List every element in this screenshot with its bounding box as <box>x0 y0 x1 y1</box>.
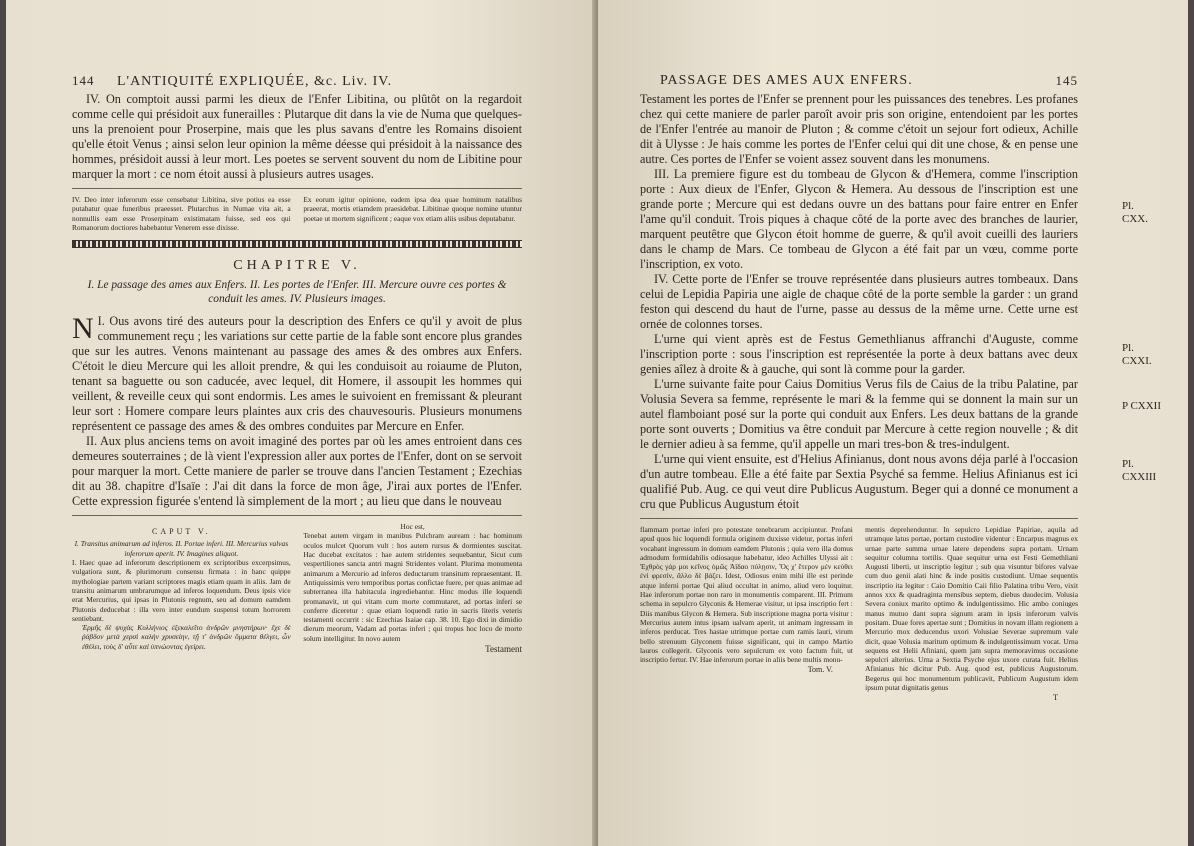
latin-col-right: mentis deprehenduntur. In sepulcro Lepidiae Papiriae, aquila ad utramque latus portae, portam custodire videntur : Encarpus magnus ex urnae parte summa urnae latere dependens supra portam. Urnam sequitur columna tortilis. Quae sequitur urna est Festi Gemethliani Augusti liberti, ut inscriptio legitur ; sub qua visuntur bifores valvae cum duo genii alati hinc & inde positis custodiunt. Urnae sequentis inscriptio ita legitur : Caio Domitio Caii filio Palatina tribu Vero, vixit annos xxx & quadraginta mensibus septem, diebus duodecim. Volusia Severa coniux marito optimo & indulgentissimo. Hic ambo coniuges manus mutuo dant supra signum aram in ipsis inferorum valvis positam. Duae fores apertae sunt ; Domitius in novam illam regionem a Mercurio mox deducendus uxori Volusiae Severae supremum vale dicit, quae Volusia maritum optimum & indulgentissimum vocat. Urna sequens est Helii Afiniani, quem jam supra memoravimus occasione sepulcri alterius. Urna a Sextia Psyche ejus uxore curata fuit. Helius Afinianus hic dicitur Pub. Aug. quod est, publicus Augustorum. Begerus qui hoc monumentum publicavit, Publicum Augustum idem ipsum putat dignitatis genus <box>865 525 1078 693</box>
signature-mark: T <box>1053 693 1058 703</box>
caput-summary: I. Transitus animarum ad inferos. II. Portae inferi. III. Mercurius valvas inferorum aperit. IV. Imagines aliquot. <box>74 539 289 558</box>
paragraph-vii: L'urne qui vient ensuite, est d'Helius Afinianus, dont nous avons déja parlé à l'occasion d'un autre tombeau. Elle a été faite par Sextia Psyché sa femme. Helius Afinianus est ici qualifié Pub. Aug. ce qui veut dire Publicus Augustum. Beger qui a donné ce monument a cru que Publicus Augustum étoit <box>640 452 1078 511</box>
top-text: Testament les portes de l'Enfer se prennent pour les puissances des tenebres. Les profanes chez qui cette maniere de parler paroît avoir pris son origine, entendoient par les portes de l'Enfer l'entrée au manoir de Pluton ; & comme c'étoit un sejour fort odieux, Achille dit à Ulysse : Je hais comme les portes de l'Enfer celui qui dit une chose, & en pense une autre. Ces portes de l'Enfer se voient assez souvent dans les monumens. <box>640 92 1078 166</box>
latin-col-left: I. Haec quae ad inferorum descriptionem ex scriptoribus excerpsimus, vulgatiora sunt, & plurimorum consensu firmata : in hanc quippe mythologiae partem variant scriptores magis etiam quam in aliis. Jam de transitu animarum umbrarumque ad inferos loquendum. Deus ipsis vice erat Mercurius, qui ipsas in Plutonis regnum, seu ad domum eamdem Plutonis deducebat : illa vero inter eundum suspensi totum horrorem sentiebant. <box>72 558 291 623</box>
running-title: PASSAGE DES AMES AUX ENFERS. <box>660 73 913 88</box>
paragraph-iv: IV. Cette porte de l'Enfer se trouve représentée dans plusieurs autres tombeaux. Dans celui de Lepidia Papiria une aigle de chaque côté de la porte semble la garder : un grand feston qui descend du haut de l'urne, passe au dessus de la même urne. Cette urne est ornée de colonnes torses. <box>640 272 1078 331</box>
catchword: Testament <box>485 644 522 655</box>
ornamental-band <box>72 240 522 248</box>
latin-note <box>72 195 522 232</box>
section-iv: IV. On comptoit aussi parmi les dieux de l'Enfer Libitina, ou plûtôt on la regardoit comme celle qui présidoit aux funerailles : Plutarque dit dans la vie de Numa que quelques-uns la prenoient pour Proserpine, mais que les plus savans d'entre les Romains disoient qu'elle étoit Venus ; ainsi selon leur opinion la même déesse qui présidoit à la naissance des hommes, présidoit aussi à leur mort. Les poetes se servent souvent du nom de Libitine pour marquer la mort : ce nom étoit aussi à plusieurs autres usages. <box>72 92 522 181</box>
latin-note-left: IV. Deo inter inferorum esse censebatur Libitina, sive potius ea esse putabatur quae funeribus praeesset. Plutarchus in Numae vita ait, a nonnullis eam esse Proserpinam existimatam fuisse, sed eos qui Romanorum doctiores habebantur Venerem esse dixisse. <box>72 195 291 232</box>
drop-capital: N <box>72 312 94 346</box>
left-page <box>6 0 598 846</box>
chapter-summary: I. Le passage des ames aux Enfers. II. Les portes de l'Enfer. III. Mercure ouvre ces portes & conduit les ames. IV. Plusieurs images. <box>87 279 507 306</box>
divider <box>72 515 522 516</box>
caput-heading: CAPUT V. <box>152 527 211 537</box>
margin-note-plate-cxxiii: Pl. CXXIII <box>1122 458 1157 483</box>
page-number: 145 <box>1055 73 1078 88</box>
paragraph-vi: L'urne suivante faite pour Caius Domitius Verus fils de Caius de la tribu Palatine, par Volusia Severa sa femme, représente le mari & la femme qui se donnent la main sur un autel flamboiant posé sur la porte qui conduit aux Enfers. Les deux battans de la grande porte sont ouverts ; Domitius va être conduit par Mercure à cette region nouvelle ; & dit le dernier adieu à sa femme, qu'il appelle un mari tres-bon & tres-indulgent. <box>640 377 1078 451</box>
latin-note-right: Ex eorum igitur opinione, eadem ipsa dea quae hominum natalibus praeerat, mortis etiamdem praesidebat. Libitinae quoque nomine utuntur poetae ut mortem significent ; eaque vox etiam aliis usibus deputabatur. <box>303 195 522 223</box>
right-page <box>598 0 1188 846</box>
latin-col-right: Tenebat autem virgam in manibus Pulchram auream : hac hominum oculos mulcet Quorum vult : hos autem rursus & dormientes suscitat. Hac ducebat excitatos : hae autem stridentes sequebantur, Sicut cum vespertiliones sancta antri magni Stridentes volant. Plurima monumenta animarum a Mercurio ad inferos deductarum transitum repraesentant. II. Antiquissimis vero temporibus portas confictae fuere, per quas animae ad subterranea illa habitacula ingrediebantur. Hinc modus ille loquendi promanavit, ut qui vitam cum morte commutaret, ad portas inferi se conferre diceretur : quae etiam loquendi ratio in sacris literis veteris testamenti occurrit : sic Ezechias Isaiae cap. 38. 10. Ego dixi in dimidio dierum meorum, Vadam ad portas inferi ; qui tropus hoc loco de morte solum intelligitur. In novo autem <box>303 531 522 643</box>
margin-note-plate-cxxii: P CXXII <box>1122 400 1162 412</box>
page-number: 144 <box>72 73 95 88</box>
margin-note-plate-cxxi: Pl. CXXI. <box>1122 342 1152 367</box>
latin-col-right-head: Hoc est, <box>400 522 425 532</box>
running-title: L'ANTIQUITÉ EXPLIQUÉE, &c. Liv. IV. <box>117 74 393 89</box>
paragraph-ii: II. Aux plus anciens tems on avoit imaginé des portes par où les ames entroient dans ces demeures souterraines ; de là vient l'expression aller aux portes de l'Enfer, dont on se servoit pour marquer la mort. Cette maniere de parler se trouve dans l'ancien Testament ; Ezechias dit au 38. chapitre d'Isaïe : J'ai dit dans la force de mon âge, J'irai aux portes de l'Enfer. Cette expression figurée s'entend là simplement de la mort ; au lieu que dans le nouveau <box>72 434 522 509</box>
divider <box>640 518 1078 519</box>
paragraph-i: I. Ous avons tiré des auteurs pour la description des Enfers ce qu'il y avoit de plus communement reçu ; les variations sur cette partie de la fable sont encore plus grandes que sur les autres. Venons maintenant au passage des ames & des ombres aux Enfers. C'étoit le dieu Mercure qui les alloit prendre, & qui les conduisoit au roiaume de Pluton, tenant sa baguette ou son caducée, avec lequel, dit Homere, il assoupit les hommes qui veillent, & reveille ceux qui sont endormis. Les ames le suivoient en fremissant & pleurant leur sort : Homere compare leurs plaintes aux cris des chauvesouris. Plusieurs monumens représentent ce passage des ames & des ombres conduites par Mercure en Enfer. <box>72 314 522 434</box>
latin-col-left: flammam portae inferi pro potestate tenebrarum accipiuntur. Profani apud quos hic loquendi formula originem duxisse videtur, portas inferi vocabant ingressum in domum eamdem Plutonis ; quia vero illa domus admodum formidabilis odiosaque habebatur, ideo Achilles Ulyssi ait : Ἐχθρὸς γάρ μοι κεῖνος ὁμῶς Ἀΐδαο πύλῃσιν, Ὅς χ' ἕτερον μὲν κεύθει ἐνὶ φρεσίν, ἄλλο δὲ βάζει. Idest, Odiosus enim mihi ille est perinde atque inferni portae Qui aliud occultat in animo, aliud vero loquitur. Hae inferorum portae non raro in monumentis comparent. III. Primum schema in sepulcro Glyconis & Hemerae visitur, ut ipsa inscriptio fert : Diis manibus Glycon & Hemera. Sub inscriptione magna porta visitur : Mercurius autem intus ipsam ualvam aperit, ut animam ingressam in inferos perducat. Tres hastae utrimque portae cum ramis lauri, virum bello strenuum Glyconem fuisse significant, qui in campo Martio lauros collegerit. Glyconis vero sepulcrum ex voto factum fuit, ut inscriptio fertur. IV. Hae inferorum portae in aliis bene multis monu- <box>640 525 853 665</box>
paragraph-v: L'urne qui vient après est de Festus Gemethlianus affranchi d'Auguste, comme l'inscription porte : sous l'inscription est représentée la porte à deux battans avec deux genies aîlez à droite & à gauche, qui sont là comme pour la garder. <box>640 332 1078 376</box>
right-running-head <box>640 73 1078 89</box>
divider <box>72 188 522 189</box>
latin-translation <box>72 522 522 654</box>
chapter-heading: CHAPITRE V. <box>233 258 361 274</box>
greek-quotation: Ἑρμῆς δὲ ψυχὰς Κυλλήνιος ἐξεκαλεῖτο ἀνδρῶν μνηστήρων· ἔχε δὲ ῥάβδον μετὰ χερσὶ καλὴν χρυσείην, τῇ τ' ἀνδρῶν ὄμματα θέλγει, ὧν ἐθέλει, τοὺς δ' αὖτε καὶ ὑπνώοντας ἐγείρει. <box>82 623 291 651</box>
margin-note-plate-cxx: Pl. CXX. <box>1122 200 1148 225</box>
volume-signature: Tom. V. <box>807 665 833 675</box>
latin-translation <box>640 525 1078 703</box>
paragraph-iii: III. La premiere figure est du tombeau de Glycon & d'Hemera, comme l'inscription porte : Aux dieux de l'Enfer, Glycon & Hemera. Au dessous de l'inscription est une grande porte ; Mercure qui est dedans ouvre un des battans pour faire entrer en Enfer l'ame qu'il conduit. Trois piques à chaque côté de la porte avec des branches de laurier, marquent peutêtre que Glycon étoit homme de guerre, & qu'il avoit cueilli des lauriers dans le champ de Mars. Ce tombeau de Glycon a été fait par un vœu, comme porte l'inscription, ex voto. <box>640 167 1078 271</box>
left-running-head <box>72 73 522 90</box>
